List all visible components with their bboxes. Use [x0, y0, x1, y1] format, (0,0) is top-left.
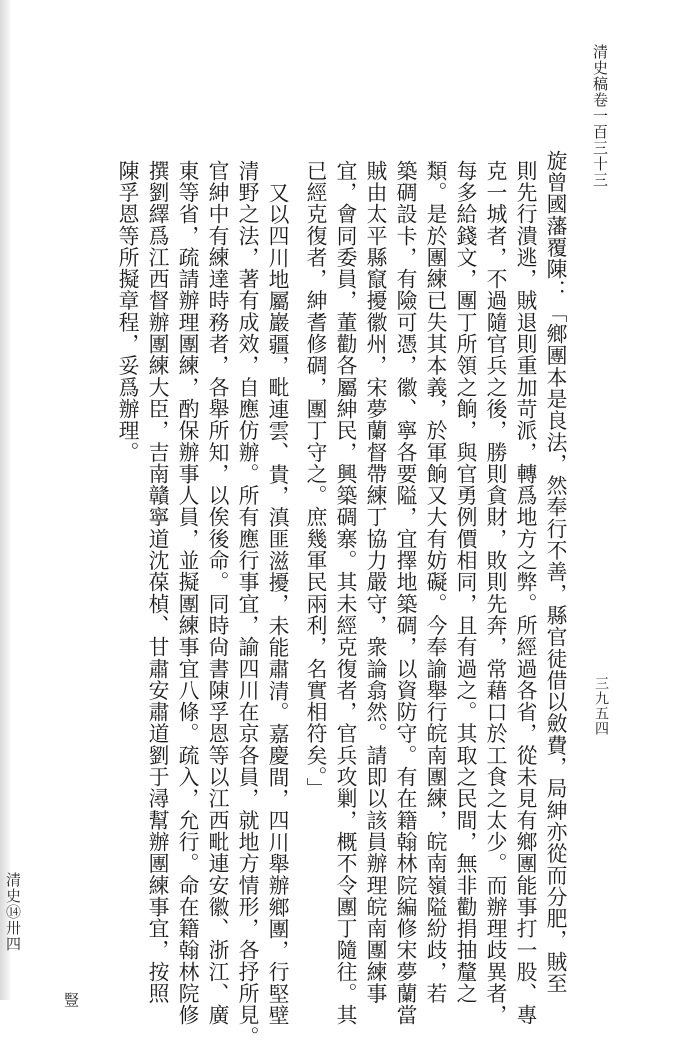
text-column-7: 賊由太平縣竄擾徽州，宋夢蘭督帶練丁協力嚴守，衆論翕然。請即以該員辦理皖南團練事	[363, 160, 387, 1005]
text-column-4: 每多給錢文，團丁所領之餉，與官勇例價相同，且有過之。其取之民間，無非勸捐抽釐之	[453, 160, 477, 1005]
text-column-2: 則先行潰逃，賊退則重加苛派，轉爲地方之弊。所經過各省，從未見有鄉團能事打一股、專	[513, 160, 537, 1026]
text-column-1: 旋曾國藩覆陳：「鄉團本是良法，然奉行不善，縣官徒借以斂費，局紳亦從而分肥，賊至	[543, 150, 567, 995]
text-column-13: 東等省，疏請辦理團練，酌保辦事人員，並擬團練事宜八條。疏入，允行。命在籍翰林院修	[175, 160, 199, 1026]
text-column-15: 陳孚恩等所擬章程，妥爲辦理。	[115, 160, 139, 464]
text-column-5: 類。是於團練已失其本義，於軍餉又大有妨礙。今奉諭舉行皖南團練，皖南嶺隘紛歧，若	[423, 160, 447, 1005]
text-column-9: 已經克復者，紳耆修碉，團丁守之。庶幾軍民兩利，名實相符矣。」	[303, 160, 327, 800]
running-header-title: 清史稿卷一百三十三	[591, 44, 609, 188]
text-column-8: 宜，會同委員，董勸各屬紳民，興築碉寨。其未經克復者，官兵攻剿，概不令團丁隨往。其	[333, 160, 357, 1026]
page-number: 三九五四	[593, 676, 609, 736]
text-column-3: 克一城者，不過隨官兵之後，勝則貪財，敗則先奔，常藉口於工食之太少。而辦理歧異者，	[483, 160, 507, 1026]
text-column-10: 又以四川地屬巖疆，毗連雲、貴，滇匪滋擾，未能肅清。嘉慶間，四川舉辦鄉團，行堅壁	[265, 182, 289, 1027]
scan-edge	[0, 0, 12, 1000]
text-column-12: 官紳中有練達時務者，各舉所知，以俟後命。同時尙書陳孚恩等以江西毗連安徽、浙江、廣	[205, 160, 229, 1026]
text-column-6: 築碉設卡，有險可憑，徽、寧各要隘，宜擇地築碉，以資防守。有在籍翰林院編修宋夢蘭當	[393, 160, 417, 1026]
gutter-mark-2: 豎	[62, 992, 80, 1008]
gutter-mark: 清史⑭卅四	[4, 872, 22, 952]
text-column-14: 撰劉繹爲江西督辦團練大臣，吉南贛寧道沈葆楨、甘肅安肅道劉于潯幫辦團練事宜，按照	[145, 160, 169, 1005]
text-column-11: 清野之法，著有成效，自應仿辦。所有應行事宜，諭四川在京各員，就地方情形，各抒所見。	[235, 160, 259, 1048]
